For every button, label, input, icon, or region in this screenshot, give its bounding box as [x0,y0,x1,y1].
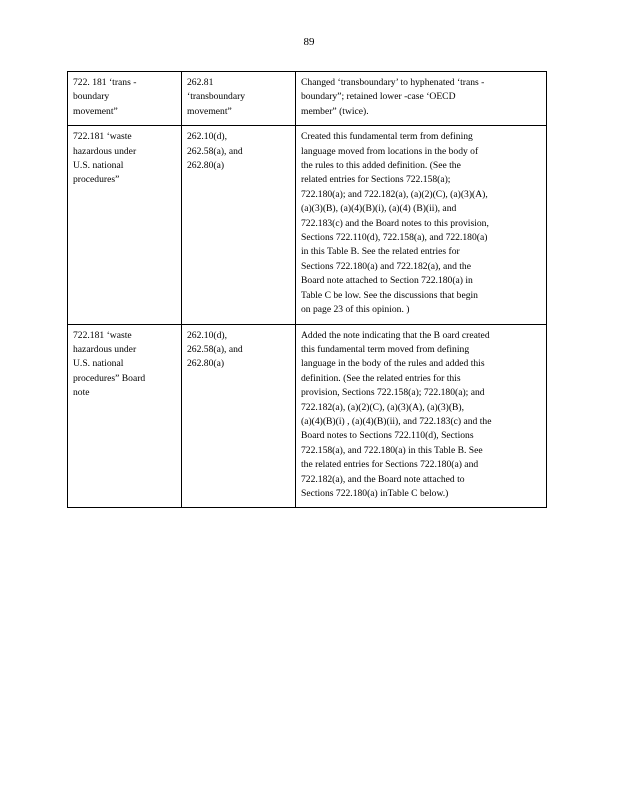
cell-line: ‘transboundary [187,91,246,103]
cell-line: 722.158(a), and 722.180(a) in this Table B. See [301,444,483,456]
cell-line: 262.80(a) [187,358,225,370]
cell-line: 722.182(a), (a)(2)(C), (a)(3)(A), (a)(3)(B), [301,401,465,413]
cell-line: definition. (See the related entries for this [301,372,461,384]
section-cell [68,324,182,508]
table-row [68,324,547,508]
cell-line: movement” [73,105,118,117]
cell-line: 262.58(a), and [187,343,243,355]
cell-line: hazardous under [73,145,137,157]
cell-line: movement” [187,105,232,117]
cell-line: 722.181 ‘waste [73,131,132,143]
cell-line: procedures” [73,174,120,186]
cell-line: Added the note indicating that the B oard created [301,329,490,341]
cell-line: boundary [73,91,110,103]
comment-cell [296,324,547,508]
cell-line: related entries for Sections 722.158(a); [301,174,451,186]
rcra-cell [182,126,296,324]
cell-line: Board note attached to Section 722.180(a) in [301,275,473,287]
table-row [68,72,547,126]
cell-line: (a)(3)(B), (a)(4)(B)(i), (a)(4) (B)(ii), and [301,203,457,215]
cell-line: 722.181 ‘waste [73,329,132,341]
cell-line: boundary”; retained lower -case ‘OECD [301,91,456,103]
comment-cell [296,72,547,126]
cell-line: (a)(4)(B)(i) , (a)(4)(B)(ii), and 722.183(c) and the [301,415,492,427]
cell-line: 722.183(c) and the Board notes to this provision, [301,217,489,229]
cell-line: Sections 722.110(d), 722.158(a), and 722.180(a) [301,232,488,244]
cell-line: Sections 722.180(a) inTable C below.) [301,487,449,499]
cell-line: Changed ‘transboundary’ to hyphenated ‘trans - [301,77,485,88]
cell-line: 722.180(a); and 722.182(a), (a)(2)(C), (a)(3)(A), [301,188,488,200]
section-cell [68,126,182,324]
comparison-table [67,71,547,508]
cell-line: language in the body of the rules and added this [301,358,485,370]
cell-line: 262.81 [187,77,214,88]
cell-line: procedures” Board [73,372,146,384]
cell-line: member” (twice). [301,105,369,117]
cell-line: provision, Sections 722.158(a); 722.180(a); and [301,387,485,399]
cell-line: U.S. national [73,358,124,370]
cell-line: Created this fundamental term from defining [301,131,473,143]
comment-cell [296,126,547,324]
cell-line: 722. 181 ‘trans - [73,77,137,88]
page-number: 89 [303,36,315,48]
cell-line: 722.182(a), and the Board note attached to [301,473,465,485]
cell-line: Sections 722.180(a) and 722.182(a), and the [301,260,471,272]
cell-line: Board notes to Sections 722.110(d), Sections [301,430,474,442]
cell-line: U.S. national [73,160,124,172]
cell-line: language moved from locations in the body of [301,145,479,157]
cell-line: the related entries for Sections 722.180(a) and [301,459,479,471]
cell-line: the rules to this added definition. (See the [301,160,461,172]
rcra-cell [182,72,296,126]
cell-line: 262.10(d), [187,131,227,143]
cell-line: 262.80(a) [187,160,225,172]
cell-line: this fundamental term moved from defining [301,343,470,355]
table-row [68,126,547,324]
cell-line: 262.58(a), and [187,145,243,157]
cell-line: hazardous under [73,343,137,355]
cell-line: note [73,387,90,399]
cell-line: Table C be low. See the discussions that begin [301,289,478,301]
rcra-cell [182,324,296,508]
section-cell [68,72,182,126]
cell-line: on page 23 of this opinion. ) [301,304,410,316]
cell-line: in this Table B. See the related entries for [301,246,460,258]
cell-line: 262.10(d), [187,329,227,341]
